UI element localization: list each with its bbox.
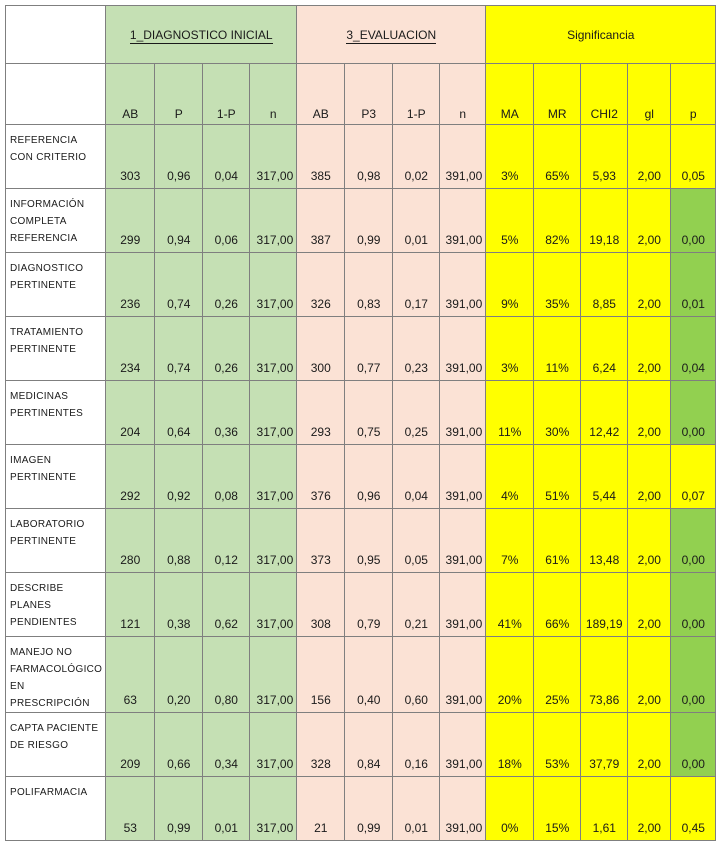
table-cell: 7% [486,509,534,573]
table-cell: 2,00 [628,777,671,841]
column-header: p [671,64,716,125]
table-cell: 11% [534,317,581,381]
table-cell: 0,21 [393,573,440,637]
table-cell: 11% [486,381,534,445]
table-cell: 3% [486,125,534,189]
table-cell: 317,00 [250,573,297,637]
table-cell: 385 [297,125,345,189]
table-cell: 2,00 [628,253,671,317]
table-cell: 41% [486,573,534,637]
table-cell: 37,79 [581,713,628,777]
table-cell: 2,00 [628,189,671,253]
table-cell: 0,60 [393,637,440,713]
table-cell: 0,99 [155,777,203,841]
table-cell: 317,00 [250,253,297,317]
table-cell: 0,16 [393,713,440,777]
table-cell: 0,74 [155,253,203,317]
table-cell: 2,00 [628,445,671,509]
table-cell: 6,24 [581,317,628,381]
table-cell: 0,08 [203,445,250,509]
table-row [6,125,716,189]
table-cell: 15% [534,777,581,841]
table-row [6,381,716,445]
table-cell: 293 [297,381,345,445]
table-row [6,777,716,841]
table-row [6,317,716,381]
table-row [6,509,716,573]
table-cell: 20% [486,637,534,713]
column-header: n [250,64,297,125]
table-cell: 2,00 [628,381,671,445]
table-cell: 0,02 [393,125,440,189]
table-cell: 21 [297,777,345,841]
table-cell: 66% [534,573,581,637]
row-label-header [6,64,106,125]
corner-cell [6,6,106,64]
group-significancia-title: Significancia [567,27,635,42]
table-cell: 0,79 [345,573,393,637]
column-header: 1-P [393,64,440,125]
p-value-cell: 0,00 [671,189,716,253]
table-cell: 391,00 [440,573,486,637]
table-cell: 391,00 [440,189,486,253]
column-header: gl [628,64,671,125]
group-evaluacion-title: 3_EVALUACION [346,27,437,42]
table-cell: 8,85 [581,253,628,317]
table-cell: 156 [297,637,345,713]
table-cell: 317,00 [250,509,297,573]
table-cell: 391,00 [440,713,486,777]
table-cell: 19,18 [581,189,628,253]
table-cell: 209 [106,713,155,777]
p-value-cell: 0,00 [671,637,716,713]
table-cell: 391,00 [440,253,486,317]
table-cell: 0,04 [203,125,250,189]
table-cell: 63 [106,637,155,713]
table-cell: 0,96 [155,125,203,189]
row-label: DESCRIBE PLANES PENDIENTES [6,573,106,637]
table-cell: 0,83 [345,253,393,317]
row-label: IMAGEN PERTINENTE [6,445,106,509]
table-cell: 121 [106,573,155,637]
table-cell: 0,94 [155,189,203,253]
table-cell: 0,92 [155,445,203,509]
column-header-row [6,64,716,125]
row-label: INFORMACIÓN COMPLETA REFERENCIA [6,189,106,253]
table-row [6,189,716,253]
table-cell: 376 [297,445,345,509]
table-cell: 1,61 [581,777,628,841]
table-cell: 391,00 [440,637,486,713]
row-label: TRATAMIENTO PERTINENTE [6,317,106,381]
row-label: MEDICINAS PERTINENTES [6,381,106,445]
column-header: MA [486,64,534,125]
p-value-cell: 0,00 [671,509,716,573]
group-header-row [6,6,716,64]
table-cell: 53 [106,777,155,841]
table-cell: 35% [534,253,581,317]
table-cell: 317,00 [250,637,297,713]
column-header: n [440,64,486,125]
table-cell: 9% [486,253,534,317]
table-row [6,713,716,777]
table-cell: 317,00 [250,381,297,445]
table-cell: 0,80 [203,637,250,713]
table-cell: 82% [534,189,581,253]
column-header: CHI2 [581,64,628,125]
table-cell: 2,00 [628,317,671,381]
table-row [6,573,716,637]
p-value-cell: 0,04 [671,317,716,381]
column-header: MR [534,64,581,125]
p-value-cell: 0,45 [671,777,716,841]
table-cell: 61% [534,509,581,573]
table-cell: 292 [106,445,155,509]
table-cell: 73,86 [581,637,628,713]
table-cell: 303 [106,125,155,189]
column-header: 1-P [203,64,250,125]
p-value-cell: 0,00 [671,573,716,637]
table-row [6,637,716,713]
table-cell: 5,44 [581,445,628,509]
table-cell: 51% [534,445,581,509]
table-cell: 2,00 [628,573,671,637]
table-cell: 12,42 [581,381,628,445]
table-cell: 0,36 [203,381,250,445]
table-cell: 300 [297,317,345,381]
table-cell: 391,00 [440,445,486,509]
table-cell: 0,20 [155,637,203,713]
table-cell: 0,04 [393,445,440,509]
table-cell: 0,17 [393,253,440,317]
table-cell: 326 [297,253,345,317]
group-significancia [486,6,716,64]
table-cell: 0,77 [345,317,393,381]
row-label: MANEJO NO FARMACOLÓGICO EN PRESCRIPCIÓN [6,637,106,713]
table-cell: 317,00 [250,189,297,253]
table-cell: 391,00 [440,317,486,381]
table-cell: 4% [486,445,534,509]
table-cell: 13,48 [581,509,628,573]
table-cell: 5,93 [581,125,628,189]
table-cell: 0,99 [345,777,393,841]
table-cell: 0,25 [393,381,440,445]
table-cell: 25% [534,637,581,713]
table-cell: 0,88 [155,509,203,573]
table-cell: 5% [486,189,534,253]
group-evaluacion [297,6,486,64]
table-cell: 0,95 [345,509,393,573]
table-cell: 373 [297,509,345,573]
table-cell: 0,01 [393,777,440,841]
column-header: AB [297,64,345,125]
table-cell: 0,06 [203,189,250,253]
row-label: CAPTA PACIENTE DE RIESGO [6,713,106,777]
row-label: LABORATORIO PERTINENTE [6,509,106,573]
table-cell: 299 [106,189,155,253]
table-cell: 0,64 [155,381,203,445]
table-cell: 0,98 [345,125,393,189]
table-cell: 30% [534,381,581,445]
row-label: REFERENCIA CON CRITERIO [6,125,106,189]
table-cell: 2,00 [628,125,671,189]
table-cell: 236 [106,253,155,317]
results-table [5,5,716,841]
table-cell: 317,00 [250,317,297,381]
table-cell: 0,26 [203,253,250,317]
table-cell: 234 [106,317,155,381]
table-cell: 391,00 [440,381,486,445]
table-cell: 387 [297,189,345,253]
row-label: DIAGNOSTICO PERTINENTE [6,253,106,317]
table-cell: 0,23 [393,317,440,381]
table-cell: 317,00 [250,777,297,841]
column-header: P [155,64,203,125]
p-value-cell: 0,07 [671,445,716,509]
column-header: P3 [345,64,393,125]
table-cell: 0,84 [345,713,393,777]
table-cell: 0,66 [155,713,203,777]
table-row [6,253,716,317]
table-cell: 391,00 [440,125,486,189]
table-cell: 317,00 [250,125,297,189]
table-cell: 0,34 [203,713,250,777]
table-cell: 317,00 [250,445,297,509]
p-value-cell: 0,00 [671,713,716,777]
table-cell: 2,00 [628,509,671,573]
table-row [6,445,716,509]
p-value-cell: 0,01 [671,253,716,317]
p-value-cell: 0,05 [671,125,716,189]
group-diagnostico-inicial [106,6,297,64]
table-cell: 0,75 [345,381,393,445]
table-cell: 0,01 [393,189,440,253]
table-cell: 0,12 [203,509,250,573]
table-cell: 0,26 [203,317,250,381]
table-cell: 0% [486,777,534,841]
table-cell: 18% [486,713,534,777]
table-cell: 391,00 [440,777,486,841]
table-cell: 189,19 [581,573,628,637]
column-header: AB [106,64,155,125]
table-cell: 0,05 [393,509,440,573]
table-cell: 0,01 [203,777,250,841]
p-value-cell: 0,00 [671,381,716,445]
table-cell: 0,74 [155,317,203,381]
table-cell: 53% [534,713,581,777]
table-cell: 2,00 [628,713,671,777]
row-label: POLIFARMACIA [6,777,106,841]
table-cell: 328 [297,713,345,777]
table-cell: 0,40 [345,637,393,713]
table-cell: 2,00 [628,637,671,713]
group-diagnostico-title: 1_DIAGNOSTICO INICIAL [129,27,273,42]
table-cell: 3% [486,317,534,381]
table-cell: 204 [106,381,155,445]
table-cell: 280 [106,509,155,573]
table-cell: 0,38 [155,573,203,637]
table-cell: 391,00 [440,509,486,573]
table-cell: 0,99 [345,189,393,253]
table-cell: 317,00 [250,713,297,777]
table-cell: 0,62 [203,573,250,637]
table-cell: 308 [297,573,345,637]
table-cell: 65% [534,125,581,189]
table-cell: 0,96 [345,445,393,509]
